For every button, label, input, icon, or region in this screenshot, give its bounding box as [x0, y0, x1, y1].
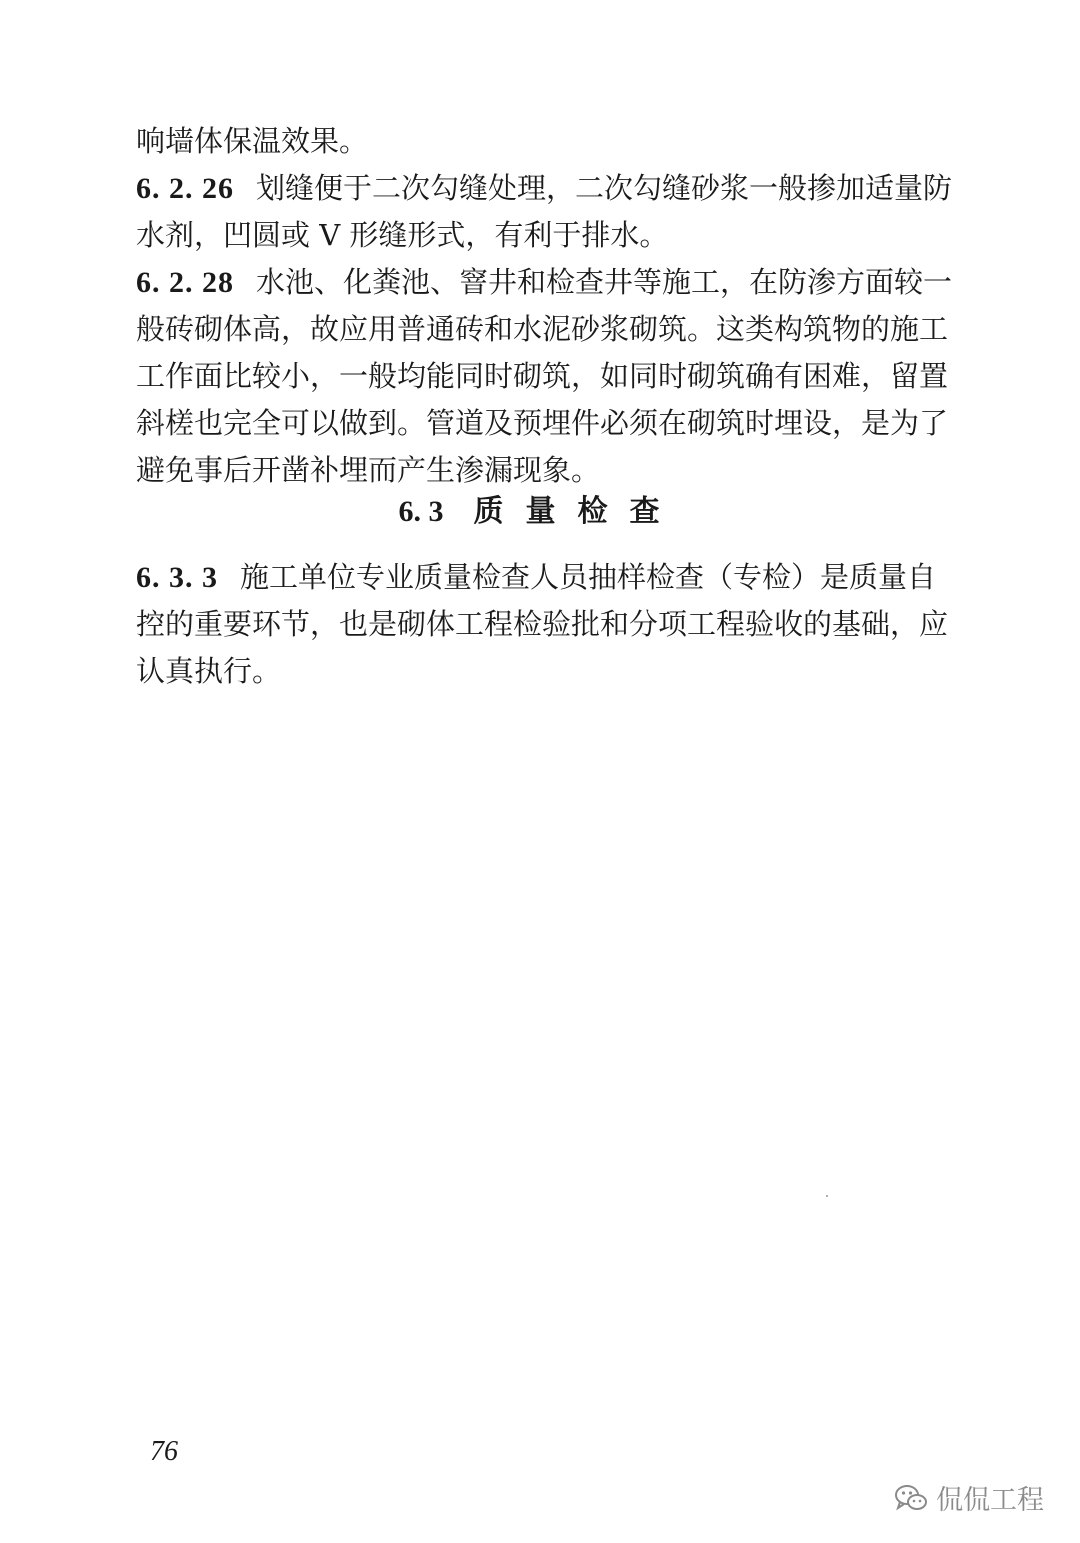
clause-6-2-26-line-1 [136, 165, 953, 212]
clause-number: 6. 3. 3 [136, 561, 218, 594]
wechat-icon [894, 1483, 928, 1513]
clause-text: 划缝便于二次勾缝处理，二次勾缝砂浆一般掺加适量防 [256, 171, 953, 205]
watermark [894, 1478, 1044, 1517]
clause-6-3-3-line-2: 控的重要环节，也是砌体工程检验批和分项工程验收的基础，应 [136, 607, 949, 641]
clause-6-2-26-line-2: 水剂，凹圆或 V 形缝形式，有利于排水。 [136, 218, 669, 252]
clause-number: 6. 2. 26 [136, 172, 234, 205]
paragraph-continuation: 响墙体保温效果。 [136, 124, 369, 158]
section-title: 质量检查 [473, 494, 682, 529]
section-number: 6. 3 [398, 495, 444, 528]
body-text-lower [136, 554, 949, 695]
scan-speck [826, 1195, 828, 1197]
clause-6-3-3-line-1 [136, 554, 944, 601]
page-number: 76 [150, 1436, 178, 1467]
clause-6-2-28-line-1 [136, 259, 953, 306]
watermark-text: 侃侃工程 [936, 1485, 1044, 1516]
clause-number: 6. 2. 28 [136, 266, 234, 299]
clause-6-2-28-line-2: 般砖砌体高，故应用普通砖和水泥砂浆砌筑。这类构筑物的施工 [136, 312, 949, 346]
section-heading [0, 492, 1080, 532]
clause-text: 水池、化粪池、窨井和检查井等施工，在防渗方面较一 [256, 265, 953, 299]
clause-6-2-28-line-4: 斜槎也完全可以做到。管道及预埋件必须在砌筑时埋设，是为了 [136, 406, 949, 440]
clause-6-2-28-line-3: 工作面比较小，一般均能同时砌筑，如同时砌筑确有困难，留置 [136, 359, 949, 393]
body-text-upper [136, 118, 953, 494]
clause-6-3-3-line-3: 认真执行。 [136, 654, 282, 688]
clause-6-2-28-line-5: 避免事后开凿补埋而产生渗漏现象。 [136, 453, 601, 487]
clause-text: 施工单位专业质量检查人员抽样检查（专检）是质量自 [240, 560, 937, 594]
